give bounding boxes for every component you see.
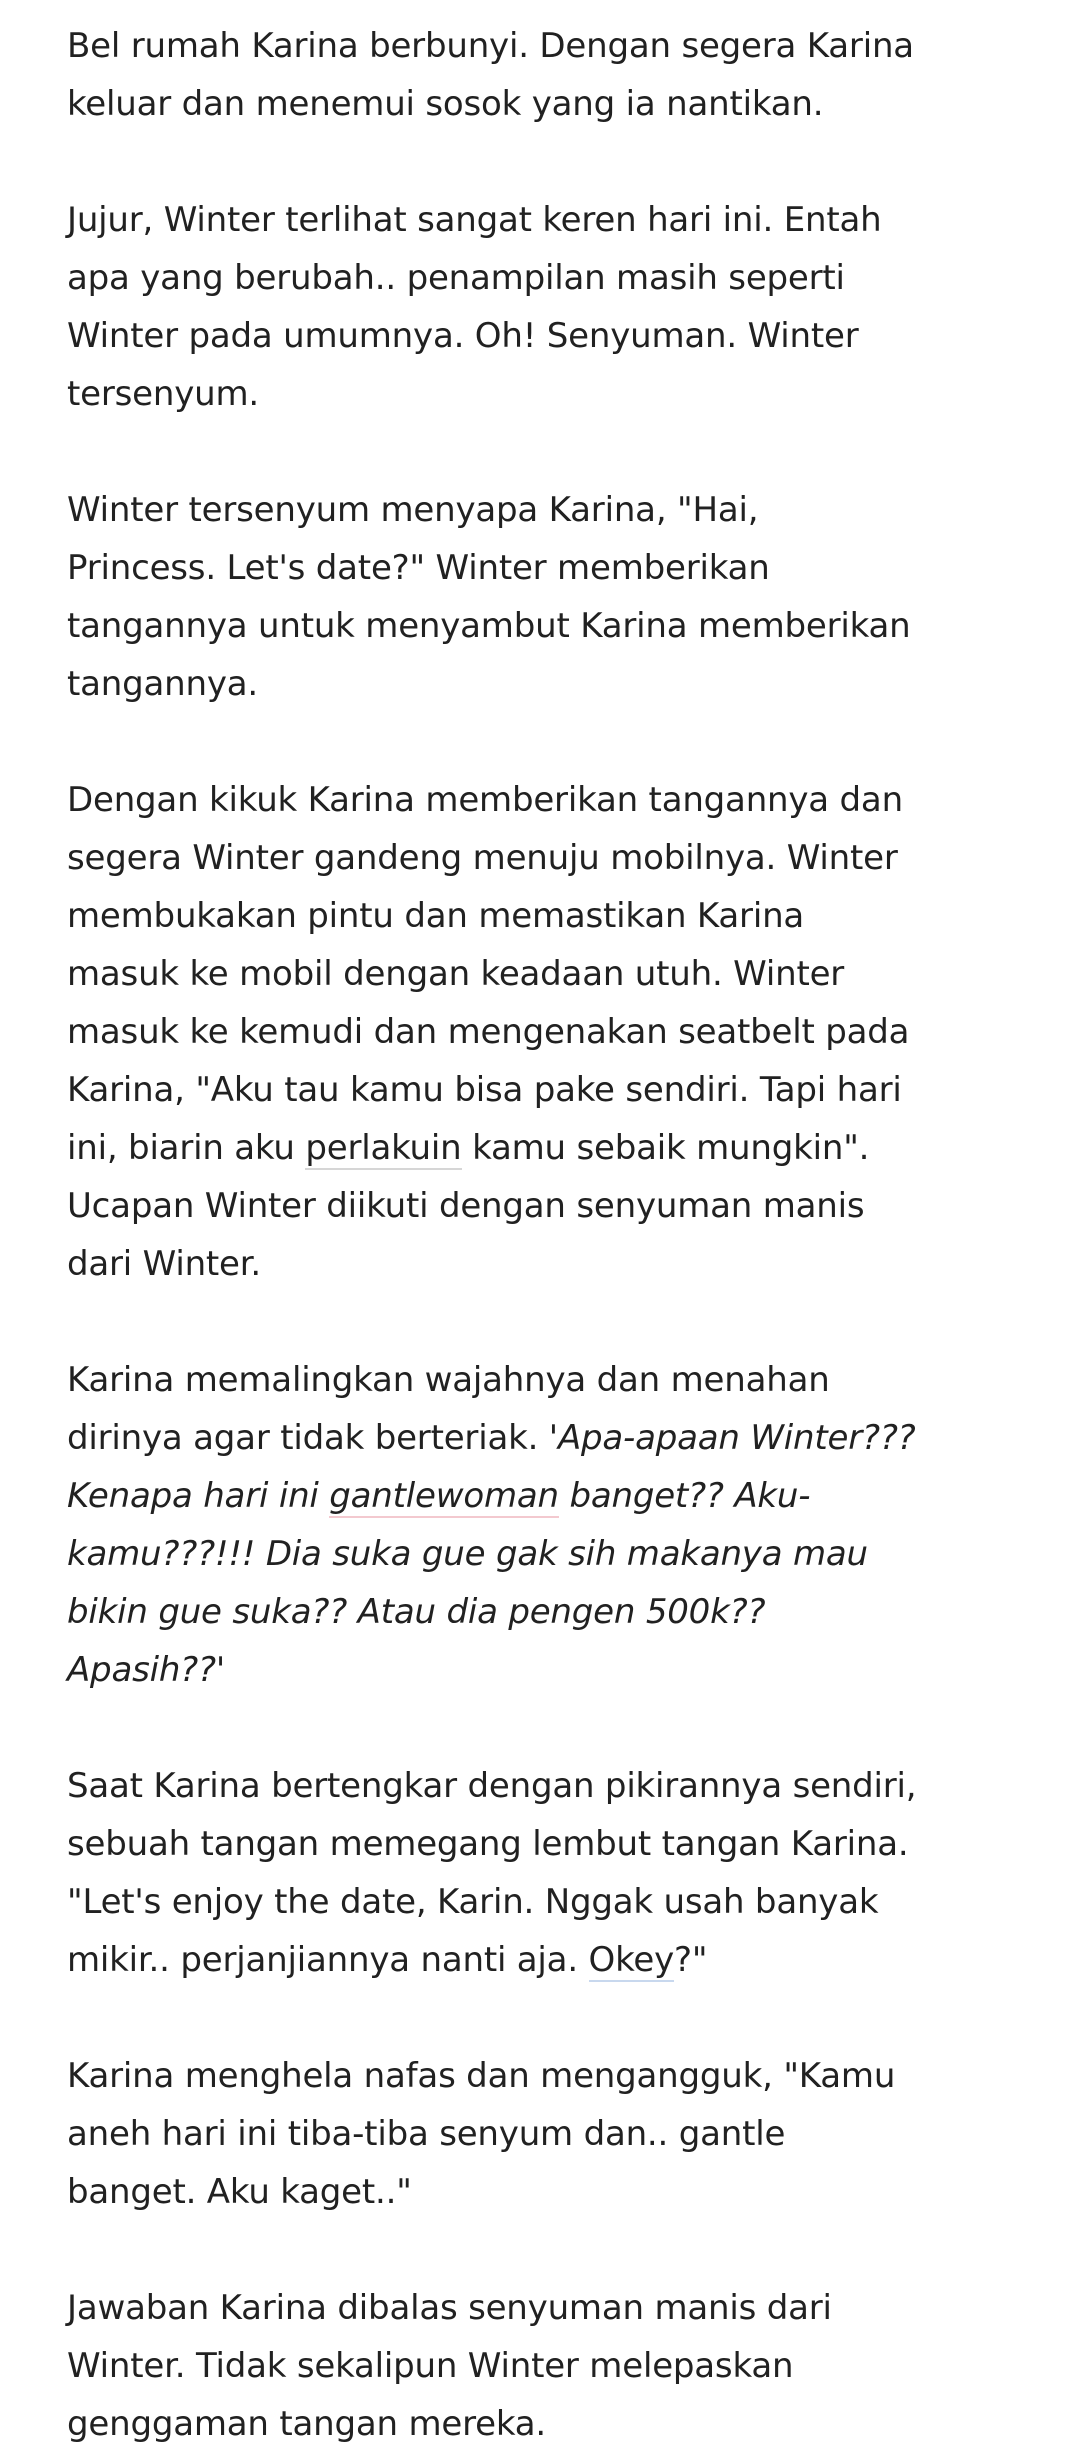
paragraph-7: Karina menghela nafas dan mengangguk, "Kamu aneh hari ini tiba-tiba senyum dan.. gantle banget. Aku kaget.." <box>67 2056 896 2212</box>
paragraph-3: Winter tersenyum menyapa Karina, "Hai, Princess. Let's date?" Winter memberikan tangannya untuk menyambut Karina memberikan tangannya. <box>67 490 911 704</box>
paragraph-2: Jujur, Winter terlihat sangat keren hari ini. Entah apa yang berubah.. penampilan masih seperti Winter pada umumnya. Oh! Senyuman. Winter tersenyum. <box>67 200 882 414</box>
highlighted-word-perlakuin[interactable]: perlakuin <box>305 1128 462 1168</box>
paragraph-5-text-start: Karina memalingkan wajahnya dan menahan dirinya agar tidak berteriak. <box>67 1360 830 1458</box>
inner-thought-end: banget?? Aku-kamu???!!! Dia suka gue gak sih makanya mau bikin gue suka?? Atau dia pengen 500k?? Apasih??' <box>67 1476 868 1690</box>
highlighted-word-gantlewoman[interactable]: gantlewoman <box>329 1476 559 1516</box>
paragraph-6 <box>67 1757 917 1989</box>
paragraph-4-text-end: kamu sebaik mungkin". Ucapan Winter diikuti dengan senyuman manis dari Winter. <box>67 1128 870 1284</box>
paragraph-4-text-start: Dengan kikuk Karina memberikan tangannya dan segera Winter gandeng menuju mobilnya. Winter membukakan pintu dan memastikan Karina masuk ke mobil dengan keadaan utuh. Winter masuk ke kemudi dan mengenakan seatbelt pada Karina, "Aku tau kamu bisa pake sendiri. Tapi hari ini, biarin aku <box>67 780 910 1168</box>
paragraph-8: Jawaban Karina dibalas senyuman manis dari Winter. Tidak sekalipun Winter melepaskan genggaman tangan mereka. <box>67 2288 832 2444</box>
paragraph-1: Bel rumah Karina berbunyi. Dengan segera Karina keluar dan menemui sosok yang ia nantikan. <box>67 26 914 124</box>
highlighted-word-okey[interactable]: Okey <box>588 1940 675 1980</box>
paragraph-6-text-start: Saat Karina bertengkar dengan pikirannya sendiri, sebuah tangan memegang lembut tangan Karina. "Let's enjoy the date, Karin. Nggak usah banyak mikir.. perjanjiannya nanti aja. <box>67 1766 917 1980</box>
paragraph-5 <box>67 1351 917 1699</box>
paragraph-4 <box>67 771 917 1293</box>
inner-thought-start: 'Apa-apaan Winter??? Kenapa hari ini <box>67 1418 916 1516</box>
paragraph-6-text-end: ?" <box>674 1940 708 1980</box>
